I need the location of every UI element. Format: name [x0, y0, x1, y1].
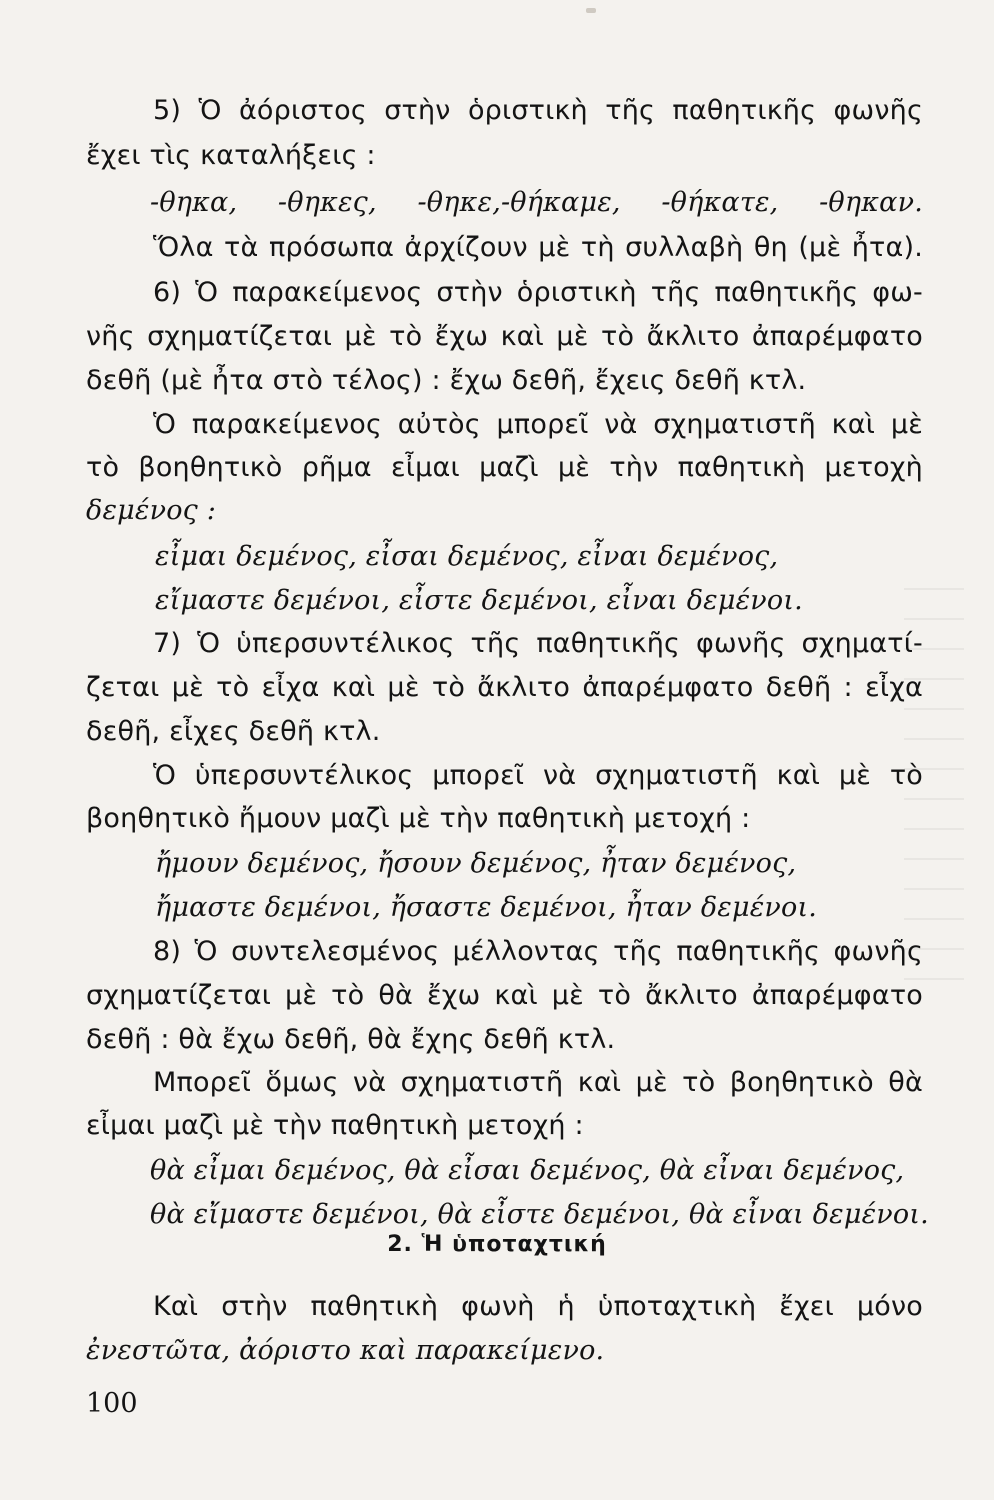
example-line-3: ἤμουν δεμένος, ἤσουν δεμένος, ἦταν δεμένος, [155, 848, 797, 879]
text-line-20: 8) Ὁ συντελεσμένος μέλλοντας τῆς παθητικῆς φωνῆς [153, 936, 923, 967]
text-line-7: δεθῆ (μὲ ἦτα στὸ τέλος) : ἔχω δεθῆ, ἔχεις δεθῆ κτλ. [86, 365, 807, 396]
text-line-2: ἔχει τὶς καταλήξεις : [86, 140, 376, 171]
text-line-16: Ὁ ὑπερσυντέλικος μπορεῖ νὰ σχηματιστῆ καὶ μὲ τὸ [153, 760, 923, 791]
example-line-1: εἶμαι δεμένος, εἶσαι δεμένος, εἶναι δεμένος, [155, 541, 779, 572]
text-line-27: Καὶ στὴν παθητικὴ φωνὴ ἡ ὑποταχτικὴ ἔχει μόνο [153, 1291, 923, 1322]
print-mark [586, 8, 596, 13]
text-line-6: νῆς σχηματίζεται μὲ τὸ ἔχω καὶ μὲ τὸ ἄκλιτο ἀπαρέμφατο [86, 321, 923, 352]
text-line-14: ζεται μὲ τὸ εἶχα καὶ μὲ τὸ ἄκλιτο ἀπαρέμφατο δεθῆ : εἶχα [86, 672, 923, 703]
text-line-1: 5) Ὁ ἀόριστος στὴν ὁριστικὴ τῆς παθητικῆς φωνῆς [153, 95, 923, 126]
text-line-28: ἐνεστῶτα, ἀόριστο καὶ παρακείμενο. [86, 1335, 605, 1366]
text-line-3: -θηκα, -θηκες, -θηκε,-θήκαμε, -θήκατε, -θηκαν. [150, 187, 923, 218]
example-line-6: θὰ εἴμαστε δεμένοι, θὰ εἶστε δεμένοι, θὰ εἶναι δεμένοι. [150, 1199, 929, 1230]
text-line-10: δεμένος : [86, 495, 217, 526]
text-line-22: δεθῆ : θὰ ἔχω δεθῆ, θὰ ἔχης δεθῆ κτλ. [86, 1024, 616, 1055]
example-line-4: ἤμαστε δεμένοι, ἤσαστε δεμένοι, ἦταν δεμένοι. [155, 892, 818, 923]
text-line-9: τὸ βοηθητικὸ ρῆμα εἶμαι μαζὶ μὲ τὴν παθητικὴ μετοχὴ [86, 452, 923, 483]
text-line-4: Ὅλα τὰ πρόσωπα ἀρχίζουν μὲ τὴ συλλαβὴ θη (μὲ ἦτα). [153, 232, 923, 263]
text-line-23: Μπορεῖ ὅμως νὰ σχηματιστῆ καὶ μὲ τὸ βοηθητικὸ θὰ [153, 1067, 923, 1098]
text-line-5: 6) Ὁ παρακείμενος στὴν ὁριστικὴ τῆς παθητικῆς φω- [153, 277, 923, 308]
page-number: 100 [86, 1388, 138, 1419]
text-line-13: 7) Ὁ ὑπερσυντέλικος τῆς παθητικῆς φωνῆς σχηματί- [153, 628, 923, 659]
text-line-15: δεθῆ, εἶχες δεθῆ κτλ. [86, 716, 381, 747]
text-line-24: εἶμαι μαζὶ μὲ τὴν παθητικὴ μετοχή : [86, 1110, 584, 1141]
text-line-17: βοηθητικὸ ἤμουν μαζὶ μὲ τὴν παθητικὴ μετοχή : [86, 803, 751, 834]
section-heading: 2. Ἡ ὑποταχτική [387, 1232, 607, 1257]
example-line-5: θὰ εἶμαι δεμένος, θὰ εἶσαι δεμένος, θὰ εἶναι δεμένος, [150, 1155, 905, 1186]
example-line-2: εἴμαστε δεμένοι, εἶστε δεμένοι, εἶναι δεμένοι. [155, 585, 803, 616]
text-line-8: Ὁ παρακείμενος αὐτὸς μπορεῖ νὰ σχηματιστῆ καὶ μὲ [153, 409, 923, 440]
text-line-21: σχηματίζεται μὲ τὸ θὰ ἔχω καὶ μὲ τὸ ἄκλιτο ἀπαρέμφατο [86, 980, 923, 1011]
